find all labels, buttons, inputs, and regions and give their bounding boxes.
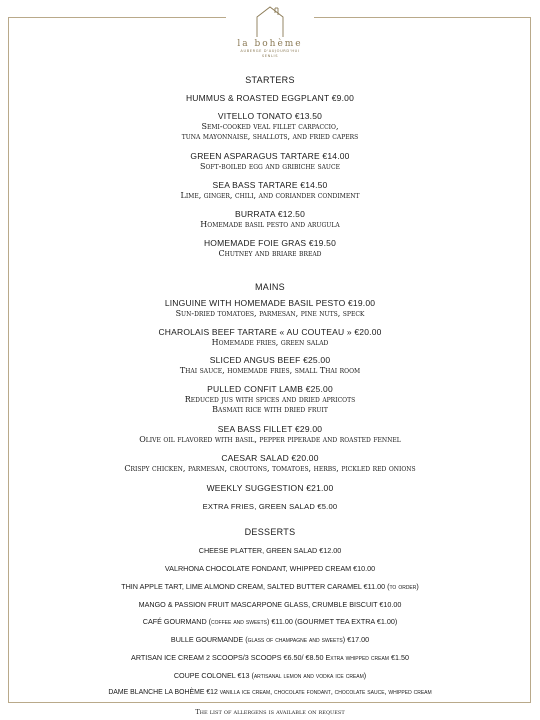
item-name: GREEN ASPARAGUS TARTARE €14.00: [190, 151, 350, 161]
dessert-item: DAME BLANCHE LA BOHÈME €12 vanilla ice cream, chocolate fondant, chocolate sauce, whipped cream: [108, 689, 432, 696]
menu-item: [20, 453, 520, 474]
menu-item: [20, 298, 520, 319]
dessert-item: CAFÉ GOURMAND (coffee and sweets) €11.00 (GOURMET TEA EXTRA €1.00): [142, 617, 398, 626]
item-description: Chutney and briare bread: [218, 249, 322, 258]
menu-item: [20, 111, 520, 142]
dessert-item: COUPE COLONEL €13 (artisanal lemon and vodka ice cream): [173, 671, 367, 680]
item-name: CHAROLAIS BEEF TARTARE « AU COUTEAU » €20.00: [158, 327, 382, 337]
menu-item: [20, 384, 520, 415]
item-description: tuna mayonnaise, shallots, and fried capers: [181, 132, 359, 141]
menu-item: [20, 355, 520, 376]
item-description: Reduced jus with spices and dried apricots: [184, 395, 356, 404]
item-name: LINGUINE WITH HOMEMADE BASIL PESTO €19.00: [164, 298, 376, 308]
menu-item: [20, 209, 520, 230]
item-name: WEEKLY SUGGESTION €21.00: [206, 483, 334, 493]
dessert-item: CHEESE PLATTER, GREEN SALAD €12.00: [198, 546, 342, 555]
item-description: Crispy chicken, parmesan, croutons, tomatoes, herbs, pickled red onions: [124, 464, 416, 473]
item-name: PULLED CONFIT LAMB €25.00: [207, 384, 333, 394]
menu-item: [20, 501, 520, 512]
menu-item: [20, 327, 520, 348]
item-description: Homemade fries, green salad: [211, 338, 329, 347]
item-name: EXTRA FRIES, GREEN SALAD €5.00: [202, 502, 338, 511]
item-description: Lime, ginger, chili, and coriander condiment: [180, 191, 360, 200]
item-name: HUMMUS & ROASTED EGGPLANT €9.00: [185, 93, 355, 103]
item-name: BURRATA €12.50: [234, 209, 306, 219]
item-name: SEA BASS FILLET €29.00: [217, 424, 323, 434]
dessert-item: ARTISAN ICE CREAM 2 SCOOPS/3 SCOOPS €6.50/ €8.50 Extra whipped cream €1.50: [131, 653, 409, 662]
dessert-item: VALRHONA CHOCOLATE FONDANT, WHIPPED CREAM €10.00: [164, 564, 376, 573]
item-description: Olive oil flavored with basil, pepper piperade and roasted fennel: [139, 435, 401, 444]
item-name: VITELLO TONATO €13.50: [217, 111, 323, 121]
item-description: Homemade basil pesto and arugula: [200, 220, 340, 229]
menu-item: [20, 424, 520, 445]
item-description: Semi-cooked veal fillet carpaccio,: [201, 122, 339, 131]
item-name: SLICED ANGUS BEEF €25.00: [209, 355, 331, 365]
desserts-title: DESSERTS: [244, 527, 296, 537]
menu-item: [20, 93, 520, 104]
mains-title: MAINS: [254, 282, 285, 292]
menu-item: [20, 238, 520, 259]
dessert-item: MANGO & PASSION FRUIT MASCARPONE GLASS, CRUMBLE BISCUIT €10.00: [138, 600, 402, 609]
logo: [225, 4, 315, 59]
item-name: SEA BASS TARTARE €14.50: [212, 180, 328, 190]
item-description: Basmati rice with dried fruit: [212, 405, 328, 414]
item-description: Soft-boiled egg and gribiche sauce: [200, 162, 340, 171]
logo-city: SENLIS: [261, 54, 279, 58]
allergens-note: The list of allergens is available on request: [195, 708, 345, 716]
item-description: Thai sauce, homemade fries, small Thai room: [179, 366, 361, 375]
item-description: Sun-dried tomatoes, parmesan, pine nuts, speck: [175, 309, 365, 318]
item-name: HOMEMADE FOIE GRAS €19.50: [203, 238, 337, 248]
house-outline-icon: [253, 4, 287, 38]
logo-name: la bohème: [237, 39, 303, 49]
logo-tagline: AUBERGE D'AUJOURD'HUI: [240, 49, 300, 53]
menu-item: [20, 180, 520, 201]
item-name: CAESAR SALAD €20.00: [221, 453, 319, 463]
menu-item: [20, 483, 520, 494]
starters-title: STARTERS: [245, 75, 295, 85]
dessert-item: BULLE GOURMANDE (glass of champagne and sweets) €17.00: [170, 635, 370, 644]
dessert-item: THIN APPLE TART, LIME ALMOND CREAM, SALTED BUTTER CARAMEL €11.00 (to order): [121, 582, 419, 591]
menu-item: [20, 151, 520, 172]
